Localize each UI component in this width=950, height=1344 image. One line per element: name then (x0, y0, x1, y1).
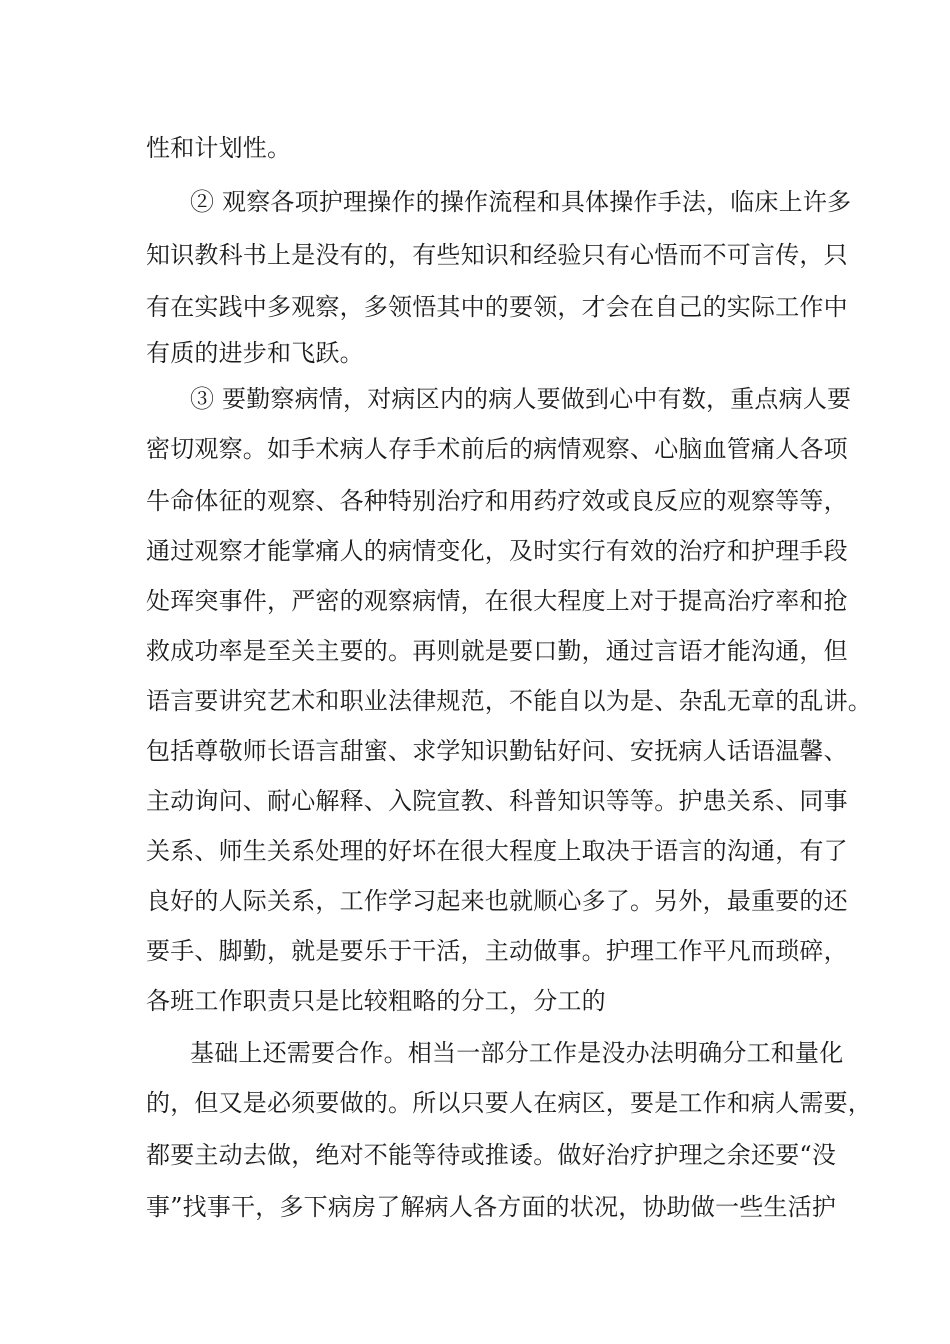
text-line: 要手、脚勤，就是要乐于干活，主动做事。护理工作平凡而琐碎， (146, 937, 848, 965)
text-line: 救成功率是至关主要的。再则就是要口勤，通过言语才能沟通，但 (146, 637, 848, 665)
text-line: 语言要讲究艺术和职业法律规范，不能自以为是、杂乱无章的乱讲。 (146, 687, 872, 715)
text-line: 的，但又是必须要做的。所以只要人在病区，要是工作和病人需要， (146, 1089, 872, 1117)
text-line: 事”找事干，多下病房了解病人各方面的状况，协助做一些生活护 (146, 1193, 837, 1221)
text-line: 良好的人际关系，工作学习起来也就顺心多了。另外，最重要的还 (146, 887, 848, 915)
text-line: 有在实践中多观察，多领悟其中的要领，才会在自己的实际工作中 (146, 293, 848, 321)
text-line: ② 观察各项护理操作的操作流程和具体操作手法，临床上许多 (190, 188, 852, 216)
text-line: 都要主动去做，绝对不能等待或推诿。做好治疗护理之余还要“没 (146, 1141, 837, 1169)
text-line: 牛命体征的观察、各种特别治疗和用药疗效或良反应的观察等等， (146, 487, 848, 515)
text-line: 有质的进步和飞跃。 (146, 339, 364, 367)
text-line: 知识教科书上是没有的，有些知识和经验只有心悟而不可言传，只 (146, 241, 848, 269)
text-line: 通过观察才能掌痛人的病情变化，及时实行有效的治疗和护理手段 (146, 537, 848, 565)
text-line: 主动询问、耐心解释、入院宣教、科普知识等等。护患关系、同事 (146, 787, 848, 815)
text-line: 包括尊敬师长语言甜蜜、求学知识勤钻好问、安抚病人话语温馨、 (146, 737, 848, 765)
text-line: 基础上还需要合作。相当一部分工作是没办法明确分工和量化 (190, 1039, 844, 1067)
text-line: 关系、师生关系处理的好坏在很大程度上取决于语言的沟通，有了 (146, 837, 848, 865)
text-line: ③ 要勤察病情，对病区内的病人要做到心中有数，重点病人要 (190, 385, 852, 413)
text-line: 各班工作职责只是比较粗略的分工，分工的 (146, 987, 606, 1015)
text-line: 性和计划性。 (146, 134, 292, 162)
text-line: 密切观察。如手术病人存手术前后的病情观察、心脑血管痛人各项 (146, 435, 848, 463)
text-line: 处珲突事件，严密的观察病情，在很大程度上对于提高治疗率和抢 (146, 587, 848, 615)
